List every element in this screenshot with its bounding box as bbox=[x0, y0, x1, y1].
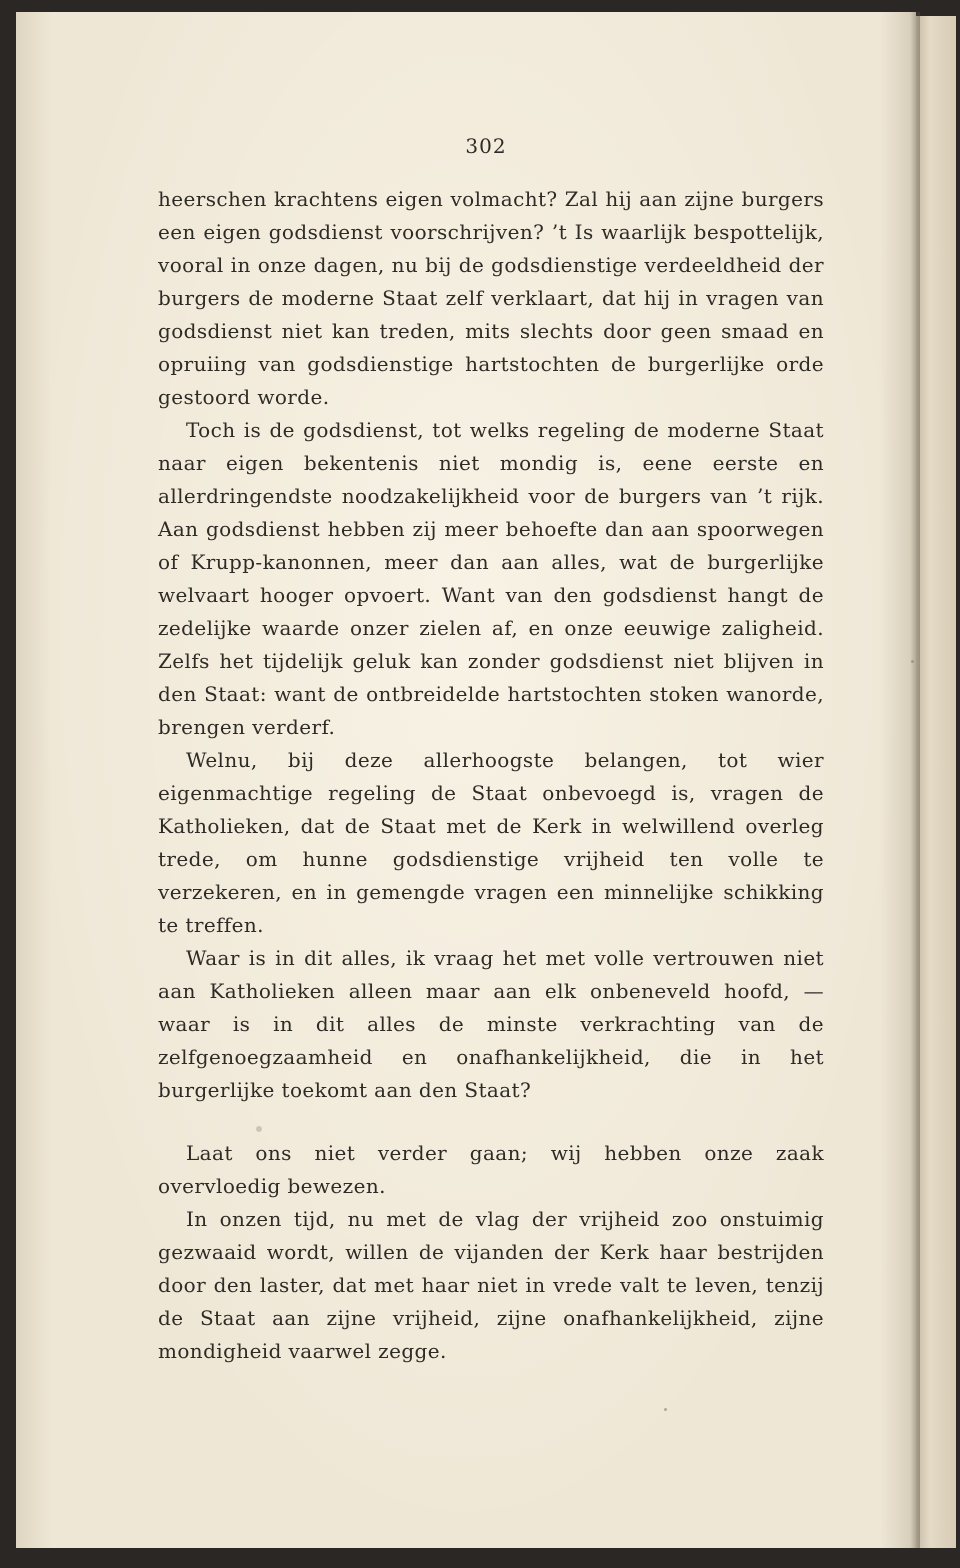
paragraph: heerschen krachtens eigen volmacht? Zal hij aan zijne burgers een eigen godsdienst voorschrijven? ’t Is waarlijk bespottelijk, vooral in onze dagen, nu bij de godsdienstige verdeeldheid der burgers de moderne Staat zelf verklaart, dat hij in vragen van godsdienst niet kan treden, mits slechts door geen smaad en opruiing van godsdienstige hartstochten de burgerlijke orde gestoord worde. bbox=[158, 187, 824, 409]
page-number: 302 bbox=[465, 134, 507, 158]
adjacent-page-edge bbox=[916, 16, 956, 1548]
bottom-binding-edge bbox=[16, 1548, 956, 1568]
paragraph: Laat ons niet verder gaan; wij hebben onze zaak overvloedig bewezen. bbox=[158, 1141, 824, 1198]
paragraph: Waar is in dit alles, ik vraag het met volle vertrouwen niet aan Katholieken alleen maar aan elk onbeneveld hoofd, — waar is in dit alles de minste verkrachting van de zelfgenoegzaamheid en onafhankelijkheid, die in het burgerlijke toekomt aan den Staat? bbox=[158, 946, 824, 1102]
paragraph: In onzen tijd, nu met de vlag der vrijheid zoo onstuimig gezwaaid wordt, willen de vijanden der Kerk haar bestrijden door den laster, dat met haar niet in vrede valt te leven, tenzij de Staat aan zijne vrijheid, zijne onafhankelijkheid, zijne mondigheid vaarwel zegge. bbox=[158, 1207, 824, 1363]
paper-speck bbox=[911, 660, 914, 663]
page-text bbox=[158, 130, 824, 1368]
paper-speck bbox=[664, 1408, 667, 1411]
paragraph: Welnu, bij deze allerhoogste belangen, tot wier eigenmachtige regeling de Staat onbevoegd is, vragen de Katholieken, dat de Staat met de Kerk in welwillend overleg trede, om hunne godsdienstige vrijheid ten volle te verzekeren, en in gemengde vragen een minnelijke schikking te treffen. bbox=[158, 748, 824, 937]
page-edge-shadow bbox=[910, 12, 920, 1554]
paragraph: Toch is de godsdienst, tot welks regeling de moderne Staat naar eigen bekentenis niet mondig is, eene eerste en allerdringendste noodzakelijkheid voor de burgers van ’t rijk. Aan godsdienst hebben zij meer behoefte dan aan spoorwegen of Krupp-kanonnen, meer dan aan alles, wat de burgerlijke welvaart hooger opvoert. Want van den godsdienst hangt de zedelijke waarde onzer zielen af, en onze eeuwige zaligheid. Zelfs het tijdelijk geluk kan zonder godsdienst niet blijven in den Staat: want de ontbreidelde hartstochten stoken wanorde, brengen verderf. bbox=[158, 418, 824, 739]
